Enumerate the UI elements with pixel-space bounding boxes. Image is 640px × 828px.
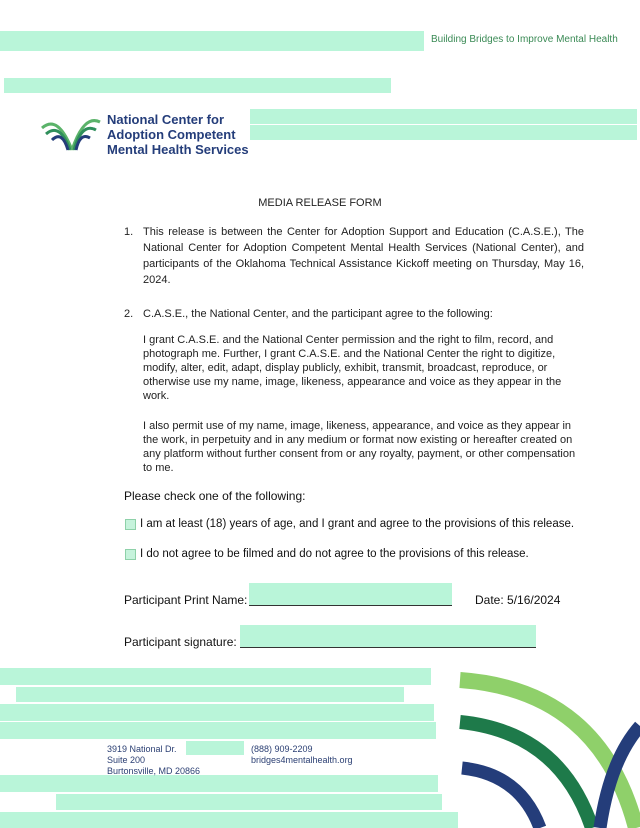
- logo-line: Adoption Competent: [107, 127, 236, 142]
- decorative-arcs: [440, 640, 640, 828]
- release-item-2: [124, 306, 584, 322]
- footer-contact: [251, 744, 353, 766]
- option-disagree[interactable]: [125, 548, 529, 560]
- header-tagline: Building Bridges to Improve Mental Health: [431, 34, 618, 45]
- option-agree-label: I am at least (18) years of age, and I grant and agree to the provisions of this release.: [140, 518, 575, 530]
- item-text: C.A.S.E., the National Center, and the participant agree to the following:: [143, 308, 493, 320]
- redaction-band: [4, 78, 391, 93]
- footer-address: [107, 744, 200, 777]
- redaction-band: [56, 794, 442, 810]
- usage-paragraph: I also permit use of my name, image, likeness, appearance, and voice as they appear in the work, in perpetuity and in any medium or format now existing or hereafter created on any platform without further consent from or any royalty, payment, or other compensation to me.: [143, 420, 576, 474]
- redaction-band: [0, 812, 458, 828]
- logo-line: Mental Health Services: [107, 142, 249, 157]
- print-name-label: Participant Print Name:: [124, 593, 248, 607]
- signature-label: Participant signature:: [124, 635, 237, 649]
- website-link[interactable]: bridges4mentalhealth.org: [251, 755, 353, 765]
- date-label: Date: 5/16/2024: [475, 593, 561, 607]
- option-disagree-label: I do not agree to be filmed and do not agree to the provisions of this release.: [140, 548, 529, 560]
- redaction-band: [250, 109, 637, 124]
- item-number: 2.: [124, 308, 134, 320]
- logo-icon: [40, 110, 102, 156]
- check-prompt: Please check one of the following:: [124, 489, 306, 503]
- print-name-field[interactable]: [249, 583, 452, 606]
- permission-paragraph: I grant C.A.S.E. and the National Center permission and the right to film, record, and photograph me. Further, I grant C.A.S.E. and the National Center the right to digitize, modify, alter, edit, adapt, display publicly, exhibit, transmit, broadcast, reproduce, or otherwise use my name, image, likeness, appearance and voice as they appear in the work.: [143, 334, 562, 402]
- item-text: This release is between the Center for Adoption Support and Education (C.A.S.E.), The National Center for Adoption Competent Mental Health Services (National Center), and participants of the Oklahoma Technical Assistance Kickoff meeting on Thursday, May 16, 2024.: [143, 226, 584, 286]
- option-agree[interactable]: [125, 518, 574, 530]
- redaction-band: [250, 125, 637, 140]
- address-line: Suite 200: [107, 755, 146, 765]
- address-line: Burtonsville, MD 20866: [107, 766, 201, 776]
- redaction-band: [0, 722, 436, 739]
- form-title: MEDIA RELEASE FORM: [258, 197, 382, 209]
- agree-checkbox[interactable]: [125, 519, 136, 530]
- address-line: 3919 National Dr.: [107, 744, 177, 754]
- redaction-band: [0, 775, 438, 792]
- redaction-band: [16, 687, 404, 702]
- redaction-band: [0, 31, 424, 51]
- item-number: 1.: [124, 226, 134, 238]
- phone-number: (888) 909-2209: [251, 744, 313, 754]
- logo-line: National Center for: [107, 112, 225, 127]
- redaction-band: [0, 668, 431, 685]
- release-item-1: [124, 224, 584, 288]
- disagree-checkbox[interactable]: [125, 549, 136, 560]
- redaction-band: [0, 704, 434, 721]
- logo-wordmark: [107, 112, 249, 157]
